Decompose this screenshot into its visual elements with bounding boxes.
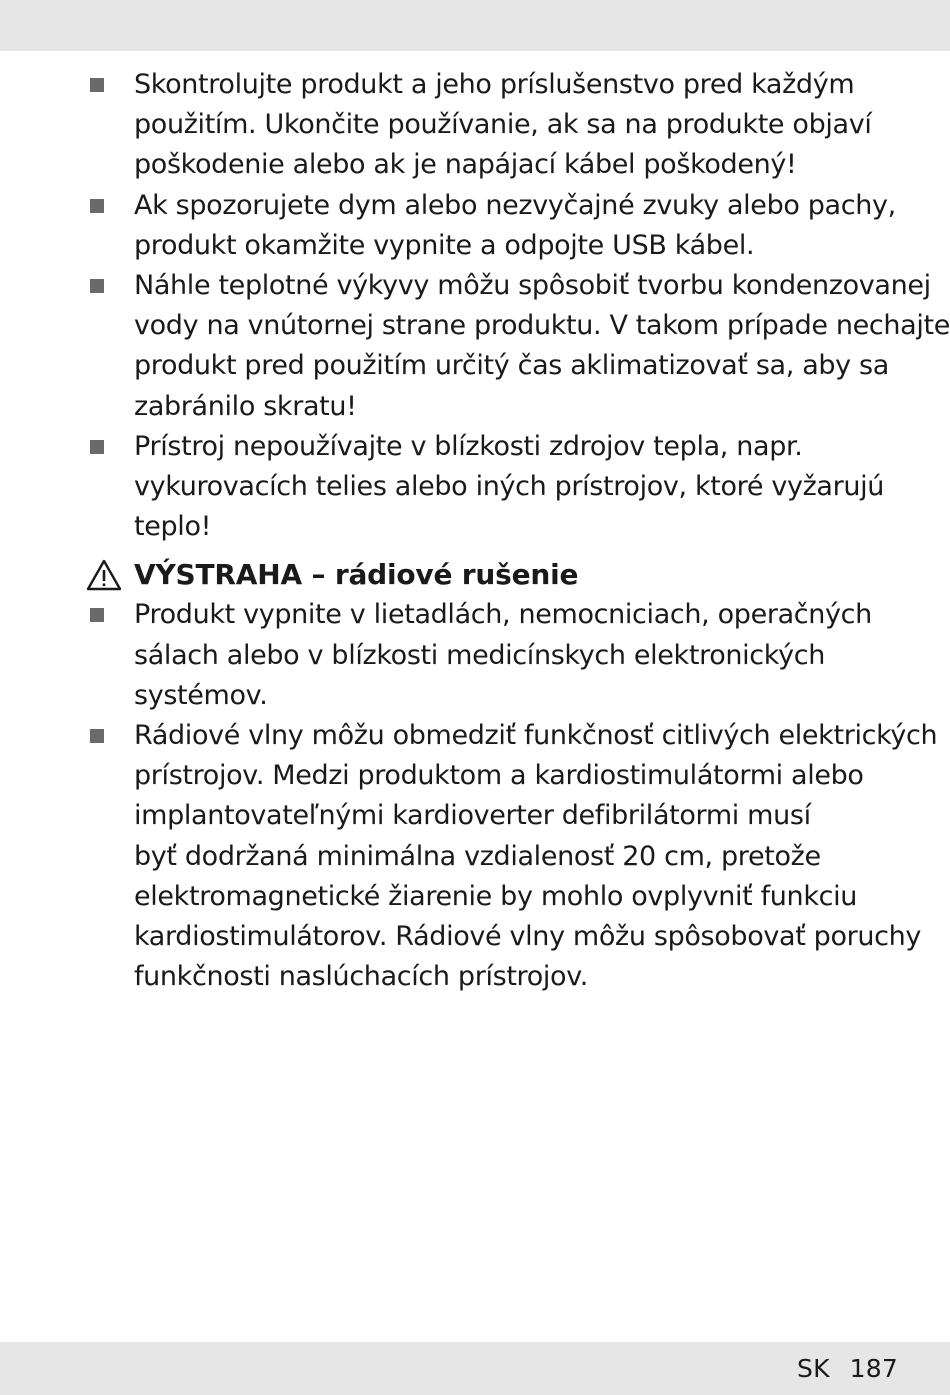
text-line: teplo! — [134, 511, 212, 543]
square-bullet-icon — [90, 279, 104, 293]
text-line: kardiostimulátorov. Rádiové vlny môžu spôsobovať poruchy — [134, 921, 922, 953]
text-line: elektromagnetické žiarenie by mohlo ovplyvniť funkciu — [134, 880, 858, 912]
page-content — [86, 65, 950, 997]
list-item — [86, 427, 906, 548]
text-line: vykurovacích telies alebo iných prístrojov, ktoré vyžarujú — [134, 471, 885, 503]
text-line: produkt okamžite vypnite a odpojte USB kábel. — [134, 229, 755, 261]
text-line: sálach alebo v blízkosti medicínskych elektronických — [134, 639, 826, 671]
text-line: byť dodržaná minimálna vzdialenosť 20 cm, pretože — [134, 840, 821, 872]
list-item — [86, 186, 906, 266]
text-line: Prístroj nepoužívajte v blízkosti zdrojov tepla, napr. — [134, 430, 803, 462]
text-line: Skontrolujte produkt a jeho príslušenstvo pred každým — [134, 69, 855, 100]
text-line: poškodenie alebo ak je napájací kábel poškodený! — [134, 149, 797, 181]
list-item — [86, 266, 950, 427]
square-bullet-icon — [90, 199, 104, 213]
text-line: implantovateľnými kardioverter defibrilátormi musí — [134, 800, 811, 832]
page-footer — [797, 1355, 898, 1383]
page-number: 187 — [849, 1354, 898, 1383]
language-code: SK — [797, 1354, 830, 1383]
list-item — [86, 716, 938, 997]
text-line: produkt pred použitím určitý čas aklimatizovať sa, aby sa — [134, 350, 889, 382]
warning-title: VÝSTRAHA – rádiové rušenie — [134, 558, 579, 592]
text-line: Ak spozorujete dym alebo nezvyčajné zvuky alebo pachy, — [134, 189, 896, 221]
square-bullet-icon — [90, 440, 104, 454]
text-line: Produkt vypnite v lietadlách, nemocniciach, operačných — [134, 599, 872, 631]
square-bullet-icon — [90, 608, 104, 622]
text-line: Rádiové vlny môžu obmedziť funkčnosť citlivých elektrických — [134, 720, 938, 752]
text-line: prístrojov. Medzi produktom a kardiostimulátormi alebo — [134, 760, 864, 792]
square-bullet-icon — [90, 78, 104, 92]
warning-triangle-icon — [86, 559, 122, 591]
list-item — [86, 65, 906, 186]
square-bullet-icon — [90, 729, 104, 743]
header-band — [0, 0, 950, 51]
text-line: funkčnosti naslúchacích prístrojov. — [134, 961, 588, 993]
text-line: Náhle teplotné výkyvy môžu spôsobiť tvorbu kondenzovanej — [134, 270, 931, 302]
text-line: použitím. Ukončite používanie, ak sa na produkte objaví — [134, 109, 872, 141]
text-line: systémov. — [134, 679, 268, 711]
text-line: vody na vnútornej strane produktu. V takom prípade nechajte — [134, 310, 950, 342]
list-item — [86, 595, 906, 716]
warning-heading — [86, 555, 906, 597]
text-line: zabránilo skratu! — [134, 390, 357, 422]
